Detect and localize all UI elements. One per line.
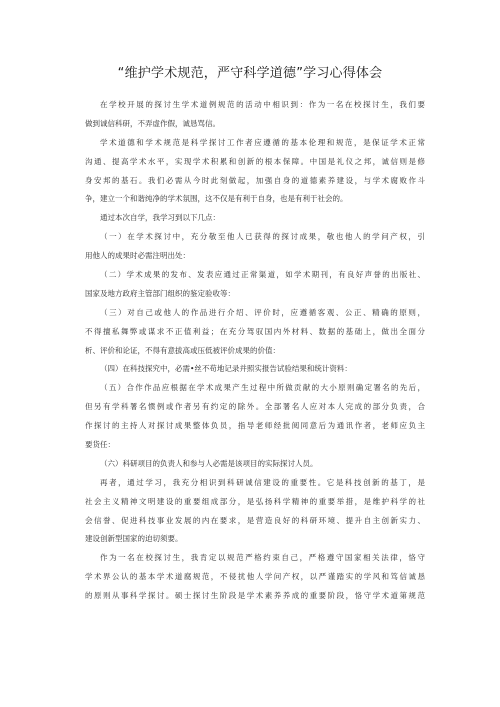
list-item-line: （六）科研项目的负责人和参与人必需是该项目的实际探讨人员。 (100, 458, 318, 468)
list-item-line: 但另有学科署名惯例或作者另有约定的除外。全部署名人应对本人完成的部分负责，合 (85, 402, 425, 412)
paragraph-line: 社会主义精神文明建设的重要组成部分，是弘扬科学精神的重要举措，是维护科学的社 (85, 496, 425, 506)
paragraph-line: 的原则从事科学探讨。硕士探讨生阶段是学术素养养成的重要阶段，恪守学术道第规范 (85, 591, 425, 601)
paragraph-line: 会信誉、促进科技事业发展的内在要求，是营造良好的科研环境、提升自主创新实力、 (85, 515, 425, 525)
list-item-line: （二）学术成果的发布、发表应通过正常渠道，如学术期刊，有良好声誉的出版社、 (100, 270, 425, 280)
paragraph-line: 通过本次自学，我学习到以下几点： (100, 213, 220, 223)
list-item-line: 用他人的成果时必需注明出处： (85, 251, 190, 261)
paragraph-line: 身安邦的基石。我们必需从今时此刻做起，加强自身的道德素养建设，与学术腐败作斗 (85, 175, 425, 185)
list-item-line: 国家及地方政府主管部门组织的鉴定验收等： (85, 288, 235, 298)
list-item-line: （一）在学术探讨中，充分敬至他人已获得的探讨成果，敬也他人的学问产权，引 (100, 232, 425, 242)
paragraph-line: 沟通、提高学术水平，实现学术积累和创新的根本保障。中国是礼仪之邦，诚信则是修 (85, 156, 425, 166)
list-item-line: （三）对自己或他人的作品进行介绍、评价时，应遵循客观、公正、精确的原则， (100, 307, 425, 317)
paragraph-line: 再者，通过学习，我充分相识到科研诚信建设的重要性。它是科技创新的基丁，是 (100, 477, 425, 487)
paragraph-line: 学术道德和学术规范是科学探讨工作者应遵循的基本伦理和规范，是保证学术正常 (100, 137, 425, 147)
paragraph-line: 做到诚信科研，不弄虚作假，诚恳骂信。 (85, 118, 220, 128)
paragraph-line: 学术界公认的基本学术道腐规范，不侵扰他人学问产权，以严谨踏实的学风和笃信诚恳 (85, 572, 425, 582)
paragraph-line: 作为一名在校探讨生，我肯定以规范严格约束自己，严格遵守国家相关法律，恪守 (100, 553, 425, 563)
document-title: “维护学术规范，严守科学道德”学习心得体会 (117, 66, 383, 81)
list-item-line: 作探讨的主持人对探讨成果整体负员，指导老师经批阅同意后为通讯作者，老师应负主 (85, 421, 425, 431)
list-item-line: （五）合作作品应根据在学术成果产生过程中所做贡献的大小原则确定署名的先后， (100, 383, 425, 393)
list-item-line: 要货任： (85, 440, 115, 450)
paragraph-line: 在学校开展的探讨生学术道例规范的活动中相识到：作为一名在校探讨生，我们要 (100, 100, 425, 109)
list-item-line: 析、评价和论证，不得有意拔高或压低被评价成果的价值： (85, 345, 280, 355)
paragraph-line: 争，建立一个和谐纯净的学术氛围，这不仅是有利于自身，也是有利于社会的。 (85, 194, 348, 204)
list-item-line: （四）在科技探究中，必需•丝不苟地记录并照实报告试验结果和统计资料： (100, 364, 352, 374)
list-item-line: 不得擅私舞弊或谋求不正值利益；在充分驾驭国内外材料、数据的基础上，做出全面分 (85, 326, 425, 336)
paragraph-line: 建设创新型国家的迫切须要。 (85, 534, 183, 544)
document-body (85, 96, 425, 606)
